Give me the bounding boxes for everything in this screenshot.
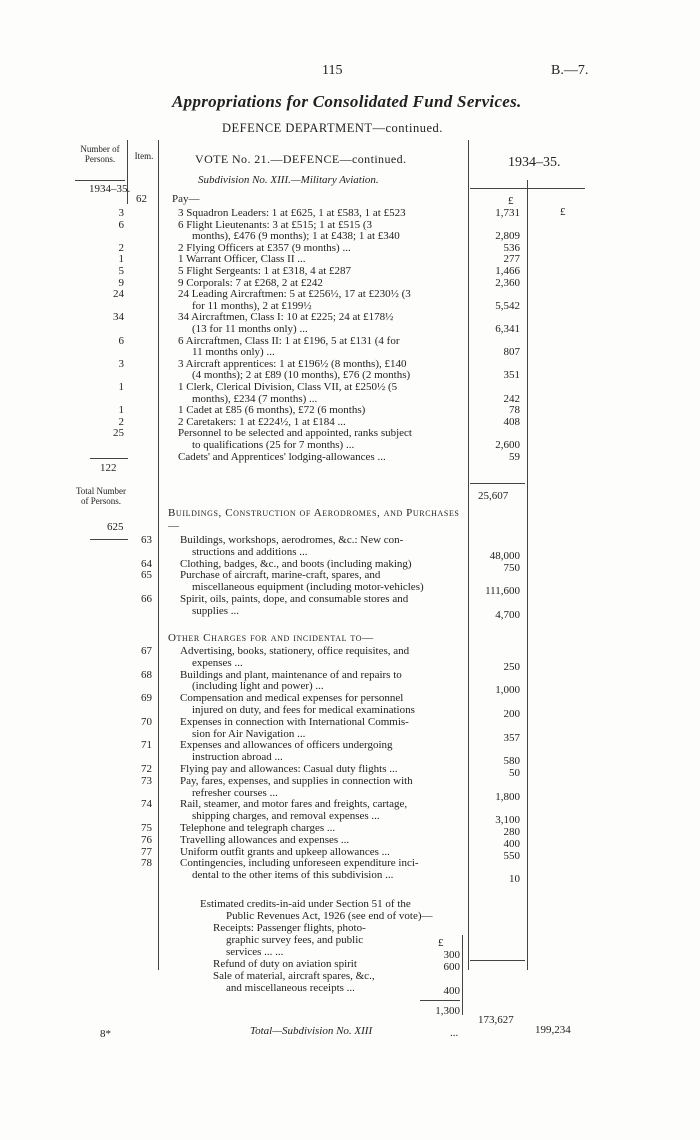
vote-title: VOTE No. 21.—DEFENCE—continued. <box>195 152 407 166</box>
item-line: dental to the other items of this subdivision ... <box>192 869 394 882</box>
item-line: supplies ... <box>192 604 240 617</box>
credit-line: Estimated credits-in-aid under Section 51 of the <box>200 898 411 910</box>
persons-count: 1 <box>118 404 124 417</box>
amount: 400 <box>503 837 520 850</box>
pay-line: 5 Flight Sergeants: 1 at £318, 4 at £287 <box>178 265 352 277</box>
department-heading: DEFENCE DEPARTMENT—continued. <box>222 121 443 135</box>
amount: 2,600 <box>495 439 520 451</box>
document-code: B.—7. <box>551 63 589 78</box>
pay-line: (4 months); 2 at £89 (10 months), £76 (2 months) <box>192 369 411 382</box>
credit-amount: 600 <box>443 961 460 973</box>
amount: 250 <box>503 660 520 673</box>
pay-line: (13 for 11 months only) ... <box>192 323 308 335</box>
pay-line: 34 Aircraftmen, Class I: 10 at £225; 24 at £178½ <box>178 311 394 324</box>
item-line: sion for Air Navigation ... <box>192 727 306 740</box>
amount: 807 <box>503 346 520 359</box>
total-persons-label: Total Number of Persons. <box>75 486 127 506</box>
grand-total: 199,234 <box>535 1024 571 1036</box>
persons-count: 6 <box>118 218 124 231</box>
persons-count: 1 <box>118 381 124 393</box>
total-label: Total—Subdivision No. XIII <box>250 1025 373 1037</box>
amount: 6,341 <box>495 323 520 335</box>
amount: 242 <box>503 392 520 405</box>
amount: 351 <box>503 369 520 382</box>
amount: 4,700 <box>495 608 520 621</box>
amount: 550 <box>503 849 520 862</box>
total-persons-value: 625 <box>107 521 124 533</box>
credit-line: Sale of material, aircraft spares, &c., <box>213 970 375 982</box>
item-line: (including light and power) ... <box>192 680 324 693</box>
item-line: shipping charges, and removal expenses ... <box>192 810 380 823</box>
item-number: 71 <box>141 739 152 752</box>
subtotal-rule <box>90 539 128 540</box>
item-number: 77 <box>141 845 152 858</box>
persons-count: 34 <box>113 311 124 324</box>
item-column-header: Item. <box>134 151 154 161</box>
column-rule <box>527 180 528 970</box>
pay-line: 3 Aircraft apprentices: 1 at £196½ (8 months), £140 <box>178 357 407 370</box>
pay-line: Cadets' and Apprentices' lodging-allowances ... <box>178 450 386 463</box>
item-line: Expenses and allowances of officers undergoing <box>180 739 393 752</box>
pay-line: months), £234 (7 months) ... <box>192 392 318 405</box>
amount: 78 <box>509 404 520 417</box>
year-column-header: 1934–35. <box>508 155 561 170</box>
item-number: 78 <box>141 857 152 870</box>
persons-count: 24 <box>113 288 124 301</box>
persons-count: 3 <box>118 357 124 370</box>
item-number: 73 <box>141 774 152 787</box>
pay-line: 6 Aircraftmen, Class II: 1 at £196, 5 at £131 (4 for <box>178 334 400 347</box>
item-number: 68 <box>141 668 152 681</box>
persons-column-header: Number of Persons. <box>80 144 120 164</box>
header-rule <box>470 188 585 189</box>
credit-amount: 400 <box>443 985 460 997</box>
amount: 357 <box>503 731 520 744</box>
amount: 750 <box>503 561 520 574</box>
item-line: Buildings, workshops, aerodromes, &c.: New con- <box>180 534 404 546</box>
item-line: Purchase of aircraft, marine-craft, spares, and <box>180 569 381 582</box>
amount: 5,542 <box>495 299 520 312</box>
other-charges-heading: Other Charges for and incidental to— <box>168 632 374 644</box>
amount: 1,466 <box>495 265 520 277</box>
page-number: 115 <box>322 63 343 78</box>
pay-line: 11 months only) ... <box>192 346 275 359</box>
leader-dots: ... <box>450 1027 459 1039</box>
credit-line: and miscellaneous receipts ... <box>226 982 355 994</box>
amount: 408 <box>503 415 520 428</box>
credit-line: Receipts: Passenger flights, photo- <box>213 922 366 934</box>
subtotal-rule <box>90 458 128 459</box>
amount: 1,800 <box>495 790 520 803</box>
page-title: Appropriations for Consolidated Fund Services. <box>172 92 522 111</box>
item-line: Telephone and telegraph charges ... <box>180 822 336 834</box>
amount: 580 <box>503 755 520 768</box>
amount: 48,000 <box>489 549 520 562</box>
persons-count: 25 <box>113 427 124 440</box>
item-number: 70 <box>141 715 152 728</box>
persons-count: 6 <box>118 334 124 347</box>
amount: 277 <box>503 253 520 266</box>
item-number: 63 <box>141 534 152 546</box>
amount: 1,000 <box>495 684 520 697</box>
pay-line: 24 Leading Aircraftmen: 5 at £256½, 17 at £230½ (3 <box>178 288 411 301</box>
item-line: Spirit, oils, paints, dope, and consumable stores and <box>180 593 409 605</box>
item-line: injured on duty, and fees for medical examinations <box>192 704 415 716</box>
amount: 536 <box>503 241 520 254</box>
pay-line: 2 Caretakers: 1 at £224½, 1 at £184 ... <box>178 415 346 428</box>
amount: 280 <box>503 826 520 838</box>
persons-count: 2 <box>118 241 124 254</box>
item-number: 74 <box>141 798 152 811</box>
pay-subtotal: 25,607 <box>478 490 509 502</box>
persons-count: 3 <box>118 207 124 219</box>
item-line: miscellaneous equipment (including motor-vehicles) <box>192 581 424 594</box>
credits-total: 1,300 <box>435 1005 460 1017</box>
subtotal-rule <box>470 483 525 484</box>
item-line: Clothing, badges, &c., and boots (including making) <box>180 557 412 570</box>
credits-rule <box>420 1000 460 1001</box>
item-line: Pay, fares, expenses, and supplies in connection with <box>180 774 413 787</box>
credit-amount: 300 <box>443 949 460 961</box>
item-line: Rail, steamer, and motor fares and freights, cartage, <box>180 798 408 811</box>
persons-year-label: 1934–35. <box>89 183 131 195</box>
amount: 3,100 <box>495 814 520 827</box>
pound-sign: £ <box>438 937 444 949</box>
item-line: Buildings and plant, maintenance of and repairs to <box>180 668 402 681</box>
item-line: instruction abroad ... <box>192 751 283 764</box>
credits-rule <box>462 935 463 1015</box>
pay-line: 1 Clerk, Clerical Division, Class VII, at £250½ (5 <box>178 381 398 393</box>
pay-line: months), £476 (9 months); 1 at £438; 1 at £340 <box>192 230 400 243</box>
persons-count: 1 <box>118 253 124 266</box>
amount: 2,360 <box>495 276 520 289</box>
item-line: Flying pay and allowances: Casual duty flights ... <box>180 763 398 775</box>
column-rule <box>468 140 469 970</box>
amount: 111,600 <box>485 585 520 598</box>
item-line: Travelling allowances and expenses ... <box>180 833 350 846</box>
pay-line: 1 Warrant Officer, Class II ... <box>178 253 306 266</box>
persons-count: 5 <box>118 265 124 277</box>
item-number: 67 <box>141 645 152 657</box>
amount: 1,731 <box>495 207 520 219</box>
credit-line: graphic survey fees, and public <box>226 934 364 946</box>
column-rule <box>127 140 128 204</box>
pay-line: 2 Flying Officers at £357 (9 months) ... <box>178 241 351 254</box>
persons-subtotal: 122 <box>100 462 117 474</box>
item-line: Contingencies, including unforeseen expenditure inci- <box>180 857 419 870</box>
persons-count: 2 <box>118 415 124 428</box>
credit-line: Refund of duty on aviation spirit <box>213 958 357 970</box>
subdivision-total: 173,627 <box>478 1014 514 1026</box>
pay-line: for 11 months), 2 at £199½ <box>192 299 312 312</box>
item-line: Uniform outfit grants and upkeep allowances ... <box>180 845 390 858</box>
item-number: 75 <box>141 822 152 834</box>
item-line: structions and additions ... <box>192 545 308 558</box>
item-line: refresher courses ... <box>192 786 278 799</box>
item-line: Expenses in connection with International Commis- <box>180 715 409 728</box>
item-number: 62 <box>136 193 147 205</box>
pay-line: 6 Flight Lieutenants: 3 at £515; 1 at £515 (3 <box>178 218 373 231</box>
buildings-heading: Buildings, Construction of Aerodromes, and Purchases— <box>168 507 460 532</box>
item-number: 66 <box>141 593 152 605</box>
item-number: 64 <box>141 557 152 570</box>
pay-heading: Pay— <box>172 193 200 205</box>
amount: 10 <box>509 873 520 886</box>
persons-count: 9 <box>118 276 124 289</box>
item-number: 72 <box>141 763 152 775</box>
total-rule <box>470 960 525 961</box>
pound-sign: £ <box>508 195 514 207</box>
item-line: Advertising, books, stationery, office requisites, and <box>180 645 410 657</box>
column-rule <box>158 140 159 970</box>
item-line: Compensation and medical expenses for personnel <box>180 692 404 705</box>
sheet-mark: 8* <box>100 1028 111 1040</box>
pay-line: 1 Cadet at £85 (6 months), £72 (6 months) <box>178 404 366 417</box>
amount: 50 <box>509 767 520 779</box>
header-rule <box>75 180 125 181</box>
item-number: 69 <box>141 692 152 705</box>
item-number: 65 <box>141 569 152 582</box>
pay-line: 3 Squadron Leaders: 1 at £625, 1 at £583, 1 at £523 <box>178 207 406 219</box>
amount: 59 <box>509 450 520 463</box>
pay-line: to qualifications (25 for 7 months) ... <box>192 439 355 451</box>
item-number: 76 <box>141 833 152 846</box>
pay-line: 9 Corporals: 7 at £268, 2 at £242 <box>178 276 323 289</box>
amount: 2,809 <box>495 230 520 243</box>
pay-line: Personnel to be selected and appointed, ranks subject <box>178 427 412 440</box>
item-line: expenses ... <box>192 656 243 669</box>
credit-line: services ... ... <box>226 946 284 958</box>
subdivision-title: Subdivision No. XIII.—Military Aviation. <box>198 174 379 186</box>
credit-line: Public Revenues Act, 1926 (see end of vote)— <box>226 910 433 922</box>
amount: 200 <box>503 708 520 720</box>
pound-sign: £ <box>560 206 566 218</box>
